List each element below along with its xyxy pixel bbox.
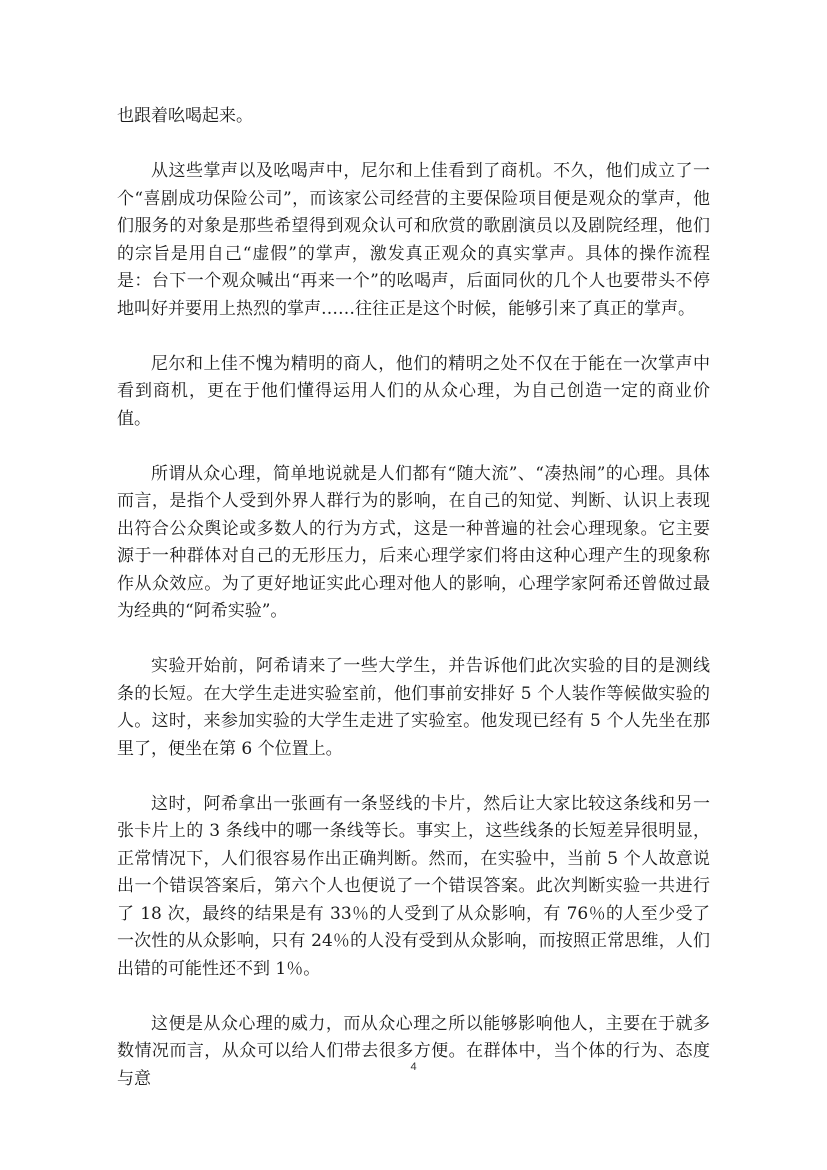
paragraph-7: 这便是从众心理的威力，而从众心理之所以能够影响他人，主要在于就多数情况而言，从众可以给人们带去很多方便。在群体中，当个体的行为、态度与意 [117,1013,710,1089]
body-text [117,103,710,1121]
paragraph-2: 从这些掌声以及吆喝声中，尼尔和上佳看到了商机。不久，他们成立了一个“喜剧成功保险公司”，而该家公司经营的主要保险项目便是观众的掌声，他们服务的对象是那些希望得到观众认可和欣赏的歌剧演员以及剧院经理，他们的宗旨是用自己“虚假”的掌声，激发真正观众的真实掌声。具体的操作流程是：台下一个观众喊出“再来一个”的吆喝声，后面同伙的几个人也要带头不停地叫好并要用上热烈的掌声……往往正是这个时候，能够引来了真正的掌声。 [117,161,710,319]
paragraph-3: 尼尔和上佳不愧为精明的商人，他们的精明之处不仅在于能在一次掌声中看到商机，更在于他们懂得运用人们的从众心理，为自己创造一定的商业价值。 [117,353,710,429]
paragraph-5: 实验开始前，阿希请来了一些大学生，并告诉他们此次实验的目的是测线条的长短。在大学生走进实验室前，他们事前安排好 5 个人装作等候做实验的人。这时，来参加实验的大学生走进了实验室。他发现已经有 5 个人先坐在那里了，便坐在第 6 个位置上。 [117,656,710,759]
paragraph-6: 这时，阿希拿出一张画有一条竖线的卡片，然后让大家比较这条线和另一张卡片上的 3 条线中的哪一条线等长。事实上，这些线条的长短差异很明显，正常情况下，人们很容易作出正确判断。然而，在实验中，当前 5 个人故意说出一个错误答案后，第六个人也便说了一个错误答案。此次判断实验一共进行了 18 次，最终的结果是有 33％的人受到了从众影响，有 76％的人至少受了一次性的从众影响，只有 24％的人没有受到从众影响，而按照正常思维，人们出错的可能性还不到 1％。 [117,793,710,979]
page-number: 4 [410,1061,417,1073]
paragraph-4: 所谓从众心理，简单地说就是人们都有“随大流”、“凑热闹”的心理。具体而言，是指个人受到外界人群行为的影响，在自己的知觉、判断、认识上表现出符合公众舆论或多数人的行为方式，这是一种普遍的社会心理现象。它主要源于一种群体对自己的无形压力，后来心理学家们将由这种心理产生的现象称作从众效应。为了更好地证实此心理对他人的影响，心理学家阿希还曾做过最为经典的“阿希实验”。 [117,463,710,621]
paragraph-1: 也跟着吆喝起来。 [117,106,253,126]
